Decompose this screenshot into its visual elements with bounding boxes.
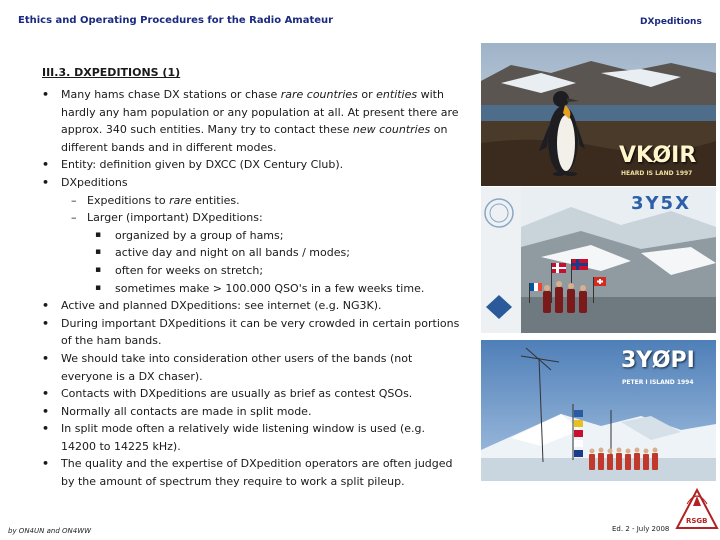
bullet-marker: • xyxy=(42,158,50,172)
bullet-item-level-3 xyxy=(42,244,462,262)
bullet-text: During important DXpeditions it can be very crowded in certain portions of the ham bands. xyxy=(61,316,460,348)
bullet-text: Active and planned DXpeditions: see internet (e.g. NG3K). xyxy=(61,299,382,313)
header-right-title: DXpeditions xyxy=(640,17,702,27)
bullet-list xyxy=(42,86,462,491)
bullet-marker: – xyxy=(71,211,77,225)
rsgb-logo xyxy=(675,488,719,534)
bullet-text: Contacts with DXpeditions are usually as brief as contest QSOs. xyxy=(61,387,413,401)
rsgb-logo-text: RSGB xyxy=(686,517,708,525)
bullet-text: Expeditions to rare entities. xyxy=(87,193,240,207)
header-left-title: Ethics and Operating Procedures for the Radio Amateur xyxy=(18,15,334,26)
bullet-item-level-2 xyxy=(42,209,462,227)
bullet-marker: ▪ xyxy=(95,282,102,293)
bullet-text: In split mode often a relatively wide listening window is used (e.g. 14200 to 14225 kHz). xyxy=(61,422,425,453)
bullet-marker: • xyxy=(42,316,50,330)
bullet-item-level-1 xyxy=(42,350,462,385)
bullet-text: often for weeks on stretch; xyxy=(115,263,264,277)
bullet-text: Entity: definition given by DXCC (DX Century Club). xyxy=(61,158,344,172)
photo-caption-3y0pi: PETER I ISLAND 1994 xyxy=(622,379,694,386)
bullet-marker: • xyxy=(42,457,50,471)
bullet-item-level-1 xyxy=(42,156,462,174)
bullet-text: sometimes make > 100.000 QSO's in a few weeks time. xyxy=(115,281,425,295)
bullet-text: DXpeditions xyxy=(61,175,128,189)
bullet-item-level-1 xyxy=(42,86,462,156)
bullet-text: Normally all contacts are made in split mode. xyxy=(61,404,312,418)
slide-title: III.3. DXPEDITIONS (1) xyxy=(42,66,181,79)
bullet-marker: ▪ xyxy=(95,264,102,275)
callsign-vk0ir: VKØIR xyxy=(619,143,697,168)
bullet-marker: ▪ xyxy=(95,247,102,258)
bullet-item-level-1 xyxy=(42,297,462,315)
bullet-marker: • xyxy=(42,404,50,418)
bullet-item-level-1 xyxy=(42,420,462,455)
bullet-marker: ▪ xyxy=(95,229,102,240)
callsign-3y5x: 3Y5X xyxy=(631,193,691,214)
footer-authors: by ON4UN and ON4WW xyxy=(8,527,92,535)
callsign-3y0pi: 3YØPI xyxy=(621,348,695,373)
bullet-item-level-1 xyxy=(42,385,462,403)
footer-edition: Ed. 2 - July 2008 xyxy=(612,525,670,533)
photo-3y5x-expedition xyxy=(481,187,716,333)
bullet-marker: • xyxy=(42,351,50,365)
photo-penguin-vk0ir xyxy=(481,43,716,186)
bullet-item-level-1 xyxy=(42,455,462,490)
photo-3y0pi-peter-island xyxy=(481,340,716,481)
bullet-item-level-2 xyxy=(42,192,462,210)
bullet-marker: • xyxy=(42,422,50,436)
bullet-text: Many hams chase DX stations or chase rare countries or entities with hardly any ham population or any population at all. At present there are approx. 340 such entities. Many try to contact these new countries on different bands and in different modes. xyxy=(61,88,459,154)
bullet-text: organized by a group of hams; xyxy=(115,228,284,242)
bullet-text: The quality and the expertise of DXpedition operators are often judged by the amount of spectrum they require to work a split pileup. xyxy=(61,457,453,489)
bullet-text: We should take into consideration other users of the bands (not everyone is a DX chaser). xyxy=(61,351,413,383)
photo-caption-vk0ir: HEARD IS LAND 1997 xyxy=(621,170,693,177)
bullet-marker: – xyxy=(71,193,77,207)
bullet-marker: • xyxy=(42,387,50,401)
bullet-marker: • xyxy=(42,175,50,189)
bullet-marker: • xyxy=(42,299,50,313)
bullet-marker: • xyxy=(42,88,50,101)
bullet-item-level-1 xyxy=(42,403,462,421)
bullet-text: Larger (important) DXpeditions: xyxy=(87,211,263,225)
bullet-text: active day and night on all bands / modes; xyxy=(115,246,350,260)
bullet-item-level-3 xyxy=(42,280,462,298)
bullet-item-level-1 xyxy=(42,315,462,350)
bullet-item-level-3 xyxy=(42,262,462,280)
bullet-item-level-3 xyxy=(42,227,462,245)
bullet-item-level-1 xyxy=(42,174,462,192)
